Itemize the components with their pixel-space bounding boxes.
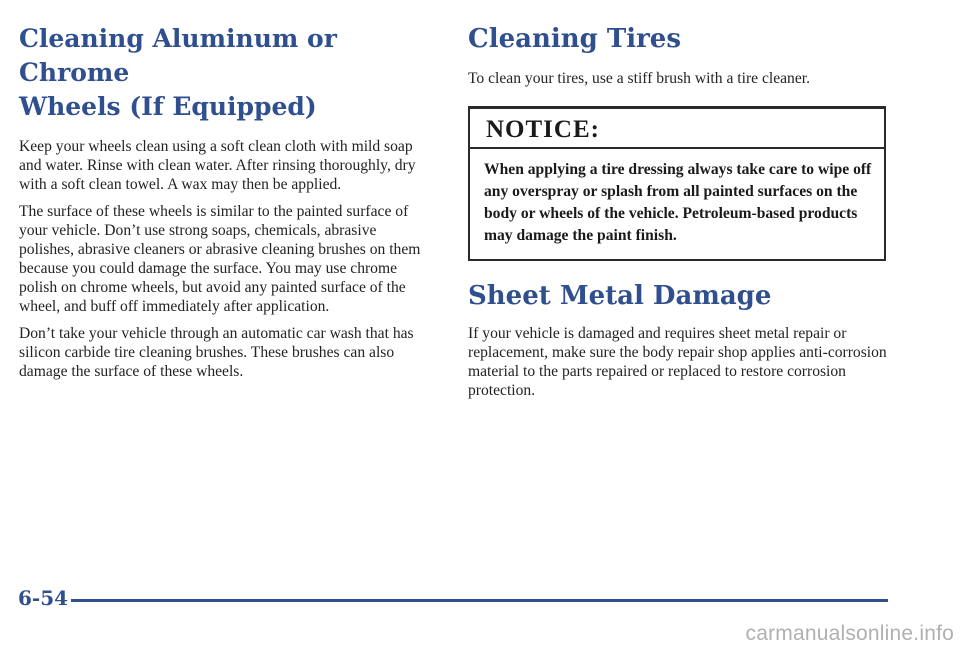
paragraph-wheels-cleaning: Keep your wheels clean using a soft clean cloth with mild soap and water. Rinse with clean water. After rinsing thoroughly, dry with a soft clean towel. A wax may then be applied. (19, 138, 416, 193)
right-column (468, 22, 894, 400)
watermark: carmanualsonline.info (745, 622, 954, 645)
paragraph-car-wash-warning: Don’t take your vehicle through an automatic car wash that has silicon carbide tire cleaning brushes. These brushes can also damage the surface of these wheels. (19, 325, 414, 380)
notice-header (470, 109, 884, 149)
notice-heading: NOTICE: (486, 116, 600, 143)
section-title-sheet-metal-damage: Sheet Metal Damage (468, 281, 772, 311)
notice-body: When applying a tire dressing always take care to wipe off any overspray or splash from all painted surfaces on the body or wheels of the vehicle. Petroleum-based products may damage the paint finish. (484, 161, 872, 244)
section-title-cleaning-wheels (19, 22, 434, 124)
page-footer (18, 584, 888, 612)
notice-box (468, 106, 886, 261)
paragraph-wheels-surface: The surface of these wheels is similar to the painted surface of your vehicle. Don’t use strong soaps, chemicals, abrasive polishes, abrasive cleaners or abrasive cleaning brushes on them because you could damage the surface. You may use chrome polish on chrome wheels, but avoid any painted surface of the wheel, and buff off immediately after application. (19, 203, 421, 315)
page-number: 6-54 (18, 586, 69, 610)
section-title-cleaning-tires: Cleaning Tires (468, 24, 681, 54)
title-line-2: Wheels (If Equipped) (19, 92, 317, 121)
title-line-1: Cleaning Aluminum or Chrome (19, 24, 337, 87)
footer-rule (71, 599, 888, 602)
paragraph-tires-intro: To clean your tires, use a stiff brush with a tire cleaner. (468, 70, 811, 87)
left-column (19, 22, 434, 381)
paragraph-sheet-metal: If your vehicle is damaged and requires sheet metal repair or replacement, make sure the body repair shop applies anti-corrosion material to the parts repaired or replaced to restore corrosion protection. (468, 325, 887, 399)
